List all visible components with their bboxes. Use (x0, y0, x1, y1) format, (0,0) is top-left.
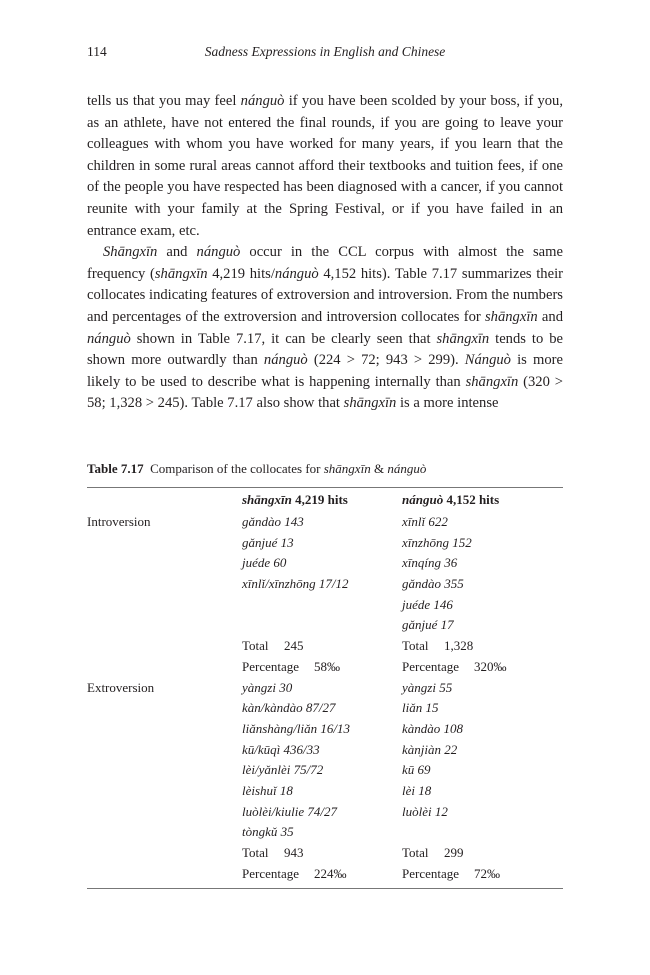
total-label: Total (402, 845, 429, 860)
italic-term: nánguò (263, 352, 308, 369)
percentage-label: Percentage (402, 658, 460, 674)
table-7-17 (87, 461, 563, 889)
total-cell (242, 845, 402, 866)
collocate-shangxin: gǎndào 143 (242, 514, 304, 529)
text-run: 4,219 hits/ (207, 265, 275, 282)
empty-cell (87, 742, 242, 763)
percentage-cell (242, 866, 402, 887)
text-run: is a more intense (396, 395, 499, 412)
collocates-table (87, 488, 563, 886)
collocate-shangxin (242, 597, 402, 618)
total-value: 1,328 (444, 638, 474, 654)
running-header (87, 44, 563, 64)
collocate-nanguo: luòlèi 12 (402, 803, 448, 819)
header-shangxin-hits: 4,219 hits (291, 492, 348, 507)
italic-term: nánguò (87, 330, 131, 347)
text-run: if you have been scolded by your boss, if you, as an athlete, have not entered the final rounds, if you are going to leave your colleagues with whom you have worked for many years, if you learn that the children in some rural areas cannot afford their textbooks and tuition fees, if one of the people you have respected has been diagnosed with a cancer, if you cannot reunite with your family at the Spring Festival, or if you have failed in an entrance exam, etc. (87, 93, 563, 239)
empty-cell (87, 845, 242, 866)
empty-cell (87, 597, 242, 618)
collocate-nanguo: kàndào 108 (402, 720, 464, 736)
total-cell (402, 638, 563, 659)
collocate-nanguo (402, 824, 563, 845)
total-value: 245 (284, 638, 304, 654)
italic-term: Nánguò (464, 352, 511, 369)
italic-term: nánguò (274, 265, 319, 282)
empty-cell (87, 535, 242, 556)
text-run: (320 > 58; 1,328 > 245). Table 7.17 also show that (87, 373, 563, 412)
text-run: occur in the CCL corpus with almost the same frequency ( (87, 244, 563, 282)
empty-cell (87, 576, 242, 597)
text-run: tells us that you may feel (87, 93, 241, 109)
table-row (87, 700, 563, 721)
total-label: Total (402, 638, 429, 654)
total-value: 943 (284, 845, 304, 860)
percentage-row (87, 659, 563, 680)
collocate-shangxin: gǎnjué 13 (242, 534, 294, 550)
section-label: Extroversion (87, 679, 155, 695)
empty-cell (87, 824, 242, 845)
collocate-shangxin: kàn/kàndào 87/27 (242, 700, 336, 716)
total-cell (402, 845, 563, 866)
percentage-value: 72‰ (474, 865, 500, 881)
text-run: 4,152 hits). Table 7.17 summarizes their collocates indicating features of extroversion and introversion. From the numbers and percentages of the extroversion and introversion collocates for (87, 265, 564, 325)
table-bottom-rule (87, 888, 563, 889)
collocate-shangxin: juéde 60 (242, 555, 287, 571)
collocate-nanguo: xīnzhōng 152 (402, 534, 472, 550)
total-row (87, 638, 563, 659)
italic-term: nánguò (240, 93, 285, 109)
collocate-nanguo: xīnqíng 36 (402, 555, 458, 571)
table-row (87, 824, 563, 845)
text-run: and (537, 308, 563, 325)
collocate-nanguo: liǎn 15 (402, 700, 439, 716)
table-caption (87, 461, 563, 487)
table-row (87, 514, 563, 535)
table-row (87, 597, 563, 618)
italic-term: Shāngxīn (103, 244, 158, 261)
collocate-shangxin: xīnlǐ/xīnzhōng 17/12 (242, 576, 349, 592)
percentage-label: Percentage (242, 865, 300, 881)
table-row (87, 742, 563, 763)
italic-term: shāngxīn (154, 265, 208, 282)
total-label: Total (242, 845, 269, 860)
table-body (87, 514, 563, 886)
percentage-value: 58‰ (314, 658, 340, 674)
collocate-nanguo: kū 69 (402, 762, 431, 778)
collocate-nanguo: xīnlǐ 622 (402, 514, 448, 529)
table-label: Table 7.17 (87, 461, 144, 476)
percentage-label: Percentage (242, 658, 300, 674)
empty-cell (87, 721, 242, 742)
empty-cell (87, 555, 242, 576)
total-row (87, 845, 563, 866)
empty-cell (87, 783, 242, 804)
table-row (87, 804, 563, 825)
caption-term-1: shāngxīn (323, 461, 371, 476)
italic-term: shāngxīn (343, 395, 397, 412)
percentage-cell (402, 659, 563, 680)
italic-term: shāngxīn (436, 330, 490, 347)
collocate-shangxin: kū/kūqì 436/33 (242, 741, 320, 757)
italic-term: nánguò (196, 244, 241, 261)
empty-cell (87, 762, 242, 783)
table-row (87, 555, 563, 576)
collocate-shangxin: tòngkǔ 35 (242, 824, 294, 840)
collocate-shangxin: liǎnshàng/liǎn 16/13 (242, 720, 350, 736)
collocate-nanguo: kànjiàn 22 (402, 741, 458, 757)
total-cell (242, 638, 402, 659)
total-label: Total (242, 638, 269, 654)
table-row (87, 762, 563, 783)
text-run: and (157, 244, 197, 261)
collocate-shangxin (242, 617, 402, 638)
running-title: Sadness Expressions in English and Chinese (204, 44, 446, 59)
percentage-value: 320‰ (474, 658, 507, 674)
table-row (87, 535, 563, 556)
collocate-nanguo: juéde 146 (402, 596, 453, 612)
table-row (87, 617, 563, 638)
table-header-row (87, 488, 563, 514)
percentage-label: Percentage (402, 865, 460, 881)
empty-cell (87, 617, 242, 638)
collocate-shangxin: luòlèi/kiulie 74/27 (242, 803, 337, 819)
text-run: (224 > 72; 943 > 299). (307, 352, 465, 369)
collocate-shangxin: lèi/yǎnlèi 75/72 (242, 762, 324, 778)
empty-cell (87, 804, 242, 825)
header-nanguo-term: nánguò (402, 492, 444, 507)
empty-cell (87, 866, 242, 887)
header-nanguo (402, 488, 563, 514)
text-run: is more likely to be used to describe what is happening internally than (87, 352, 563, 390)
section-label: Introversion (87, 514, 151, 529)
collocate-nanguo: lèi 18 (402, 782, 432, 798)
caption-amp: & (373, 461, 385, 476)
collocate-nanguo: gǎnjué 17 (402, 617, 454, 633)
percentage-cell (242, 659, 402, 680)
italic-term: shāngxīn (465, 373, 519, 390)
text-run: shown in Table 7.17, it can be clearly seen that (130, 330, 437, 347)
paragraph-1 (87, 91, 563, 242)
collocate-shangxin: lèishuǐ 18 (242, 782, 293, 798)
empty-cell (87, 638, 242, 659)
italic-term: shāngxīn (484, 308, 538, 325)
header-nanguo-hits: 4,152 hits (443, 492, 500, 507)
header-shangxin-term: shāngxīn (242, 492, 292, 507)
caption-term-2: nánguò (387, 461, 427, 476)
percentage-row (87, 866, 563, 887)
percentage-value: 224‰ (314, 865, 347, 881)
total-value: 299 (444, 845, 464, 860)
page-number: 114 (87, 44, 107, 59)
collocate-nanguo: gǎndào 355 (402, 576, 464, 592)
table-row (87, 721, 563, 742)
body-text (87, 91, 563, 415)
table-row (87, 680, 563, 701)
empty-cell (87, 700, 242, 721)
paragraph-2 (87, 242, 563, 415)
table-row (87, 783, 563, 804)
text-run: tends to be shown more outwardly than (87, 330, 563, 369)
header-empty (87, 488, 242, 514)
caption-text: Comparison of the collocates for (150, 461, 321, 476)
collocate-nanguo: yàngzi 55 (402, 679, 453, 695)
percentage-cell (402, 866, 563, 887)
empty-cell (87, 659, 242, 680)
collocate-shangxin: yàngzi 30 (242, 679, 293, 695)
table-row (87, 576, 563, 597)
header-shangxin (242, 488, 402, 514)
